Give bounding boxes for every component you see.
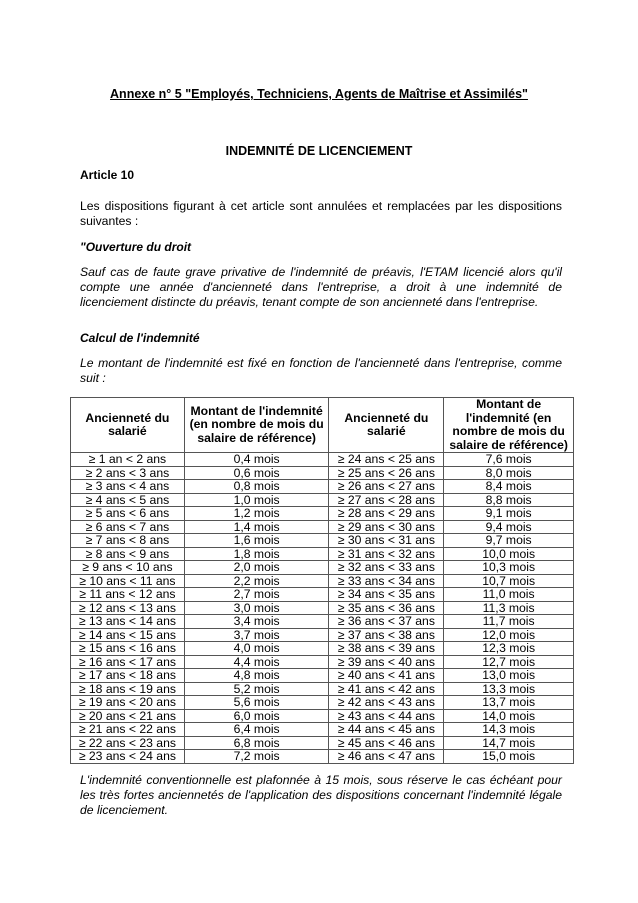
table-row [71, 574, 574, 588]
seniority-cell: ≥ 46 ans < 47 ans [329, 750, 444, 764]
seniority-cell: ≥ 30 ans < 31 ans [329, 534, 444, 548]
header-amount-1: Montant de l'indemnité (en nombre de mois du salaire de référence) [184, 398, 329, 453]
seniority-cell: ≥ 43 ans < 44 ans [329, 709, 444, 723]
amount-cell: 0,6 mois [184, 466, 329, 480]
seniority-cell: ≥ 6 ans < 7 ans [71, 520, 185, 534]
amount-cell: 4,0 mois [184, 642, 329, 656]
seniority-cell: ≥ 20 ans < 21 ans [71, 709, 185, 723]
seniority-cell: ≥ 36 ans < 37 ans [329, 615, 444, 629]
amount-cell: 1,2 mois [184, 507, 329, 521]
amount-cell: 10,0 mois [444, 547, 574, 561]
seniority-cell: ≥ 35 ans < 36 ans [329, 601, 444, 615]
amount-cell: 2,7 mois [184, 588, 329, 602]
seniority-cell: ≥ 41 ans < 42 ans [329, 682, 444, 696]
header-amount-2: Montant de l'indemnité (en nombre de mois du salaire de référence) [444, 398, 574, 453]
amount-cell: 12,3 mois [444, 642, 574, 656]
table-row [71, 642, 574, 656]
table-row [71, 601, 574, 615]
amount-cell: 8,0 mois [444, 466, 574, 480]
amount-cell: 9,7 mois [444, 534, 574, 548]
seniority-cell: ≥ 17 ans < 18 ans [71, 669, 185, 683]
amount-cell: 9,4 mois [444, 520, 574, 534]
seniority-cell: ≥ 19 ans < 20 ans [71, 696, 185, 710]
seniority-cell: ≥ 9 ans < 10 ans [71, 561, 185, 575]
seniority-cell: ≥ 10 ans < 11 ans [71, 574, 185, 588]
amount-cell: 8,8 mois [444, 493, 574, 507]
seniority-cell: ≥ 27 ans < 28 ans [329, 493, 444, 507]
amount-cell: 10,3 mois [444, 561, 574, 575]
seniority-cell: ≥ 34 ans < 35 ans [329, 588, 444, 602]
seniority-cell: ≥ 45 ans < 46 ans [329, 736, 444, 750]
seniority-cell: ≥ 32 ans < 33 ans [329, 561, 444, 575]
seniority-cell: ≥ 13 ans < 14 ans [71, 615, 185, 629]
seniority-cell: ≥ 42 ans < 43 ans [329, 696, 444, 710]
annex-title: Annexe n° 5 "Employés, Techniciens, Agents de Maîtrise et Assimilés" [110, 87, 528, 101]
footer-paragraph: L'indemnité conventionnelle est plafonnée à 15 mois, sous réserve le cas échéant pour les très fortes anciennetés de l'application des dispositions concernant l'indemnité légale de licenciement. [80, 773, 562, 817]
amount-cell: 14,0 mois [444, 709, 574, 723]
table-row [71, 709, 574, 723]
seniority-cell: ≥ 26 ans < 27 ans [329, 480, 444, 494]
table-row [71, 723, 574, 737]
amount-cell: 11,3 mois [444, 601, 574, 615]
amount-cell: 12,7 mois [444, 655, 574, 669]
table-row [71, 520, 574, 534]
amount-cell: 13,3 mois [444, 682, 574, 696]
seniority-cell: ≥ 11 ans < 12 ans [71, 588, 185, 602]
table-row [71, 507, 574, 521]
table-row [71, 669, 574, 683]
amount-cell: 5,6 mois [184, 696, 329, 710]
amount-cell: 2,0 mois [184, 561, 329, 575]
amount-cell: 14,7 mois [444, 736, 574, 750]
intro-paragraph: Les dispositions figurant à cet article sont annulées et remplacées par les dispositions suivantes : [80, 199, 562, 228]
seniority-cell: ≥ 12 ans < 13 ans [71, 601, 185, 615]
amount-cell: 3,0 mois [184, 601, 329, 615]
seniority-cell: ≥ 1 an < 2 ans [71, 453, 185, 467]
seniority-cell: ≥ 14 ans < 15 ans [71, 628, 185, 642]
amount-cell: 4,4 mois [184, 655, 329, 669]
amount-cell: 1,8 mois [184, 547, 329, 561]
amount-cell: 1,6 mois [184, 534, 329, 548]
table-row [71, 696, 574, 710]
amount-cell: 9,1 mois [444, 507, 574, 521]
amount-cell: 13,0 mois [444, 669, 574, 683]
table-row [71, 561, 574, 575]
amount-cell: 0,4 mois [184, 453, 329, 467]
seniority-cell: ≥ 24 ans < 25 ans [329, 453, 444, 467]
amount-cell: 12,0 mois [444, 628, 574, 642]
ouverture-paragraph: Sauf cas de faute grave privative de l'indemnité de préavis, l'ETAM licencié alors qu'il compte une année d'ancienneté dans l'entreprise, a droit à une indemnité de licenciement distincte du préavis, tenant compte de son ancienneté dans l'entreprise. [80, 265, 562, 309]
amount-cell: 0,8 mois [184, 480, 329, 494]
table-row [71, 466, 574, 480]
amount-cell: 7,6 mois [444, 453, 574, 467]
seniority-cell: ≥ 28 ans < 29 ans [329, 507, 444, 521]
seniority-cell: ≥ 25 ans < 26 ans [329, 466, 444, 480]
table-row [71, 588, 574, 602]
amount-cell: 7,2 mois [184, 750, 329, 764]
table-row [71, 534, 574, 548]
amount-cell: 8,4 mois [444, 480, 574, 494]
calcul-paragraph: Le montant de l'indemnité est fixé en fonction de l'ancienneté dans l'entreprise, comme suit : [80, 356, 562, 385]
article-heading: Article 10 [80, 168, 135, 182]
amount-cell: 3,7 mois [184, 628, 329, 642]
seniority-cell: ≥ 21 ans < 22 ans [71, 723, 185, 737]
amount-cell: 5,2 mois [184, 682, 329, 696]
seniority-cell: ≥ 23 ans < 24 ans [71, 750, 185, 764]
seniority-cell: ≥ 15 ans < 16 ans [71, 642, 185, 656]
seniority-cell: ≥ 18 ans < 19 ans [71, 682, 185, 696]
amount-cell: 6,0 mois [184, 709, 329, 723]
seniority-cell: ≥ 39 ans < 40 ans [329, 655, 444, 669]
amount-cell: 10,7 mois [444, 574, 574, 588]
seniority-cell: ≥ 22 ans < 23 ans [71, 736, 185, 750]
table-row [71, 615, 574, 629]
seniority-cell: ≥ 29 ans < 30 ans [329, 520, 444, 534]
seniority-cell: ≥ 40 ans < 41 ans [329, 669, 444, 683]
amount-cell: 11,7 mois [444, 615, 574, 629]
amount-cell: 6,8 mois [184, 736, 329, 750]
table-row [71, 750, 574, 764]
header-seniority-2: Ancienneté du salarié [329, 398, 444, 453]
seniority-cell: ≥ 7 ans < 8 ans [71, 534, 185, 548]
seniority-cell: ≥ 44 ans < 45 ans [329, 723, 444, 737]
seniority-cell: ≥ 33 ans < 34 ans [329, 574, 444, 588]
section-heading-calcul: Calcul de l'indemnité [80, 331, 200, 345]
amount-cell: 3,4 mois [184, 615, 329, 629]
table-row [71, 480, 574, 494]
table-row [71, 655, 574, 669]
table-row [71, 453, 574, 467]
amount-cell: 6,4 mois [184, 723, 329, 737]
seniority-cell: ≥ 3 ans < 4 ans [71, 480, 185, 494]
page-title: INDEMNITÉ DE LICENCIEMENT [225, 144, 413, 158]
amount-cell: 1,4 mois [184, 520, 329, 534]
header-seniority-1: Ancienneté du salarié [71, 398, 185, 453]
amount-cell: 15,0 mois [444, 750, 574, 764]
table-header-row [71, 398, 574, 453]
seniority-cell: ≥ 31 ans < 32 ans [329, 547, 444, 561]
table-row [71, 736, 574, 750]
seniority-cell: ≥ 5 ans < 6 ans [71, 507, 185, 521]
table-row [71, 493, 574, 507]
indemnity-table [70, 397, 574, 764]
table-row [71, 682, 574, 696]
seniority-cell: ≥ 2 ans < 3 ans [71, 466, 185, 480]
seniority-cell: ≥ 38 ans < 39 ans [329, 642, 444, 656]
amount-cell: 11,0 mois [444, 588, 574, 602]
table-row [71, 628, 574, 642]
section-heading-ouverture: "Ouverture du droit [80, 240, 192, 254]
amount-cell: 13,7 mois [444, 696, 574, 710]
amount-cell: 2,2 mois [184, 574, 329, 588]
seniority-cell: ≥ 37 ans < 38 ans [329, 628, 444, 642]
table-row [71, 547, 574, 561]
seniority-cell: ≥ 8 ans < 9 ans [71, 547, 185, 561]
amount-cell: 4,8 mois [184, 669, 329, 683]
amount-cell: 14,3 mois [444, 723, 574, 737]
seniority-cell: ≥ 16 ans < 17 ans [71, 655, 185, 669]
amount-cell: 1,0 mois [184, 493, 329, 507]
seniority-cell: ≥ 4 ans < 5 ans [71, 493, 185, 507]
